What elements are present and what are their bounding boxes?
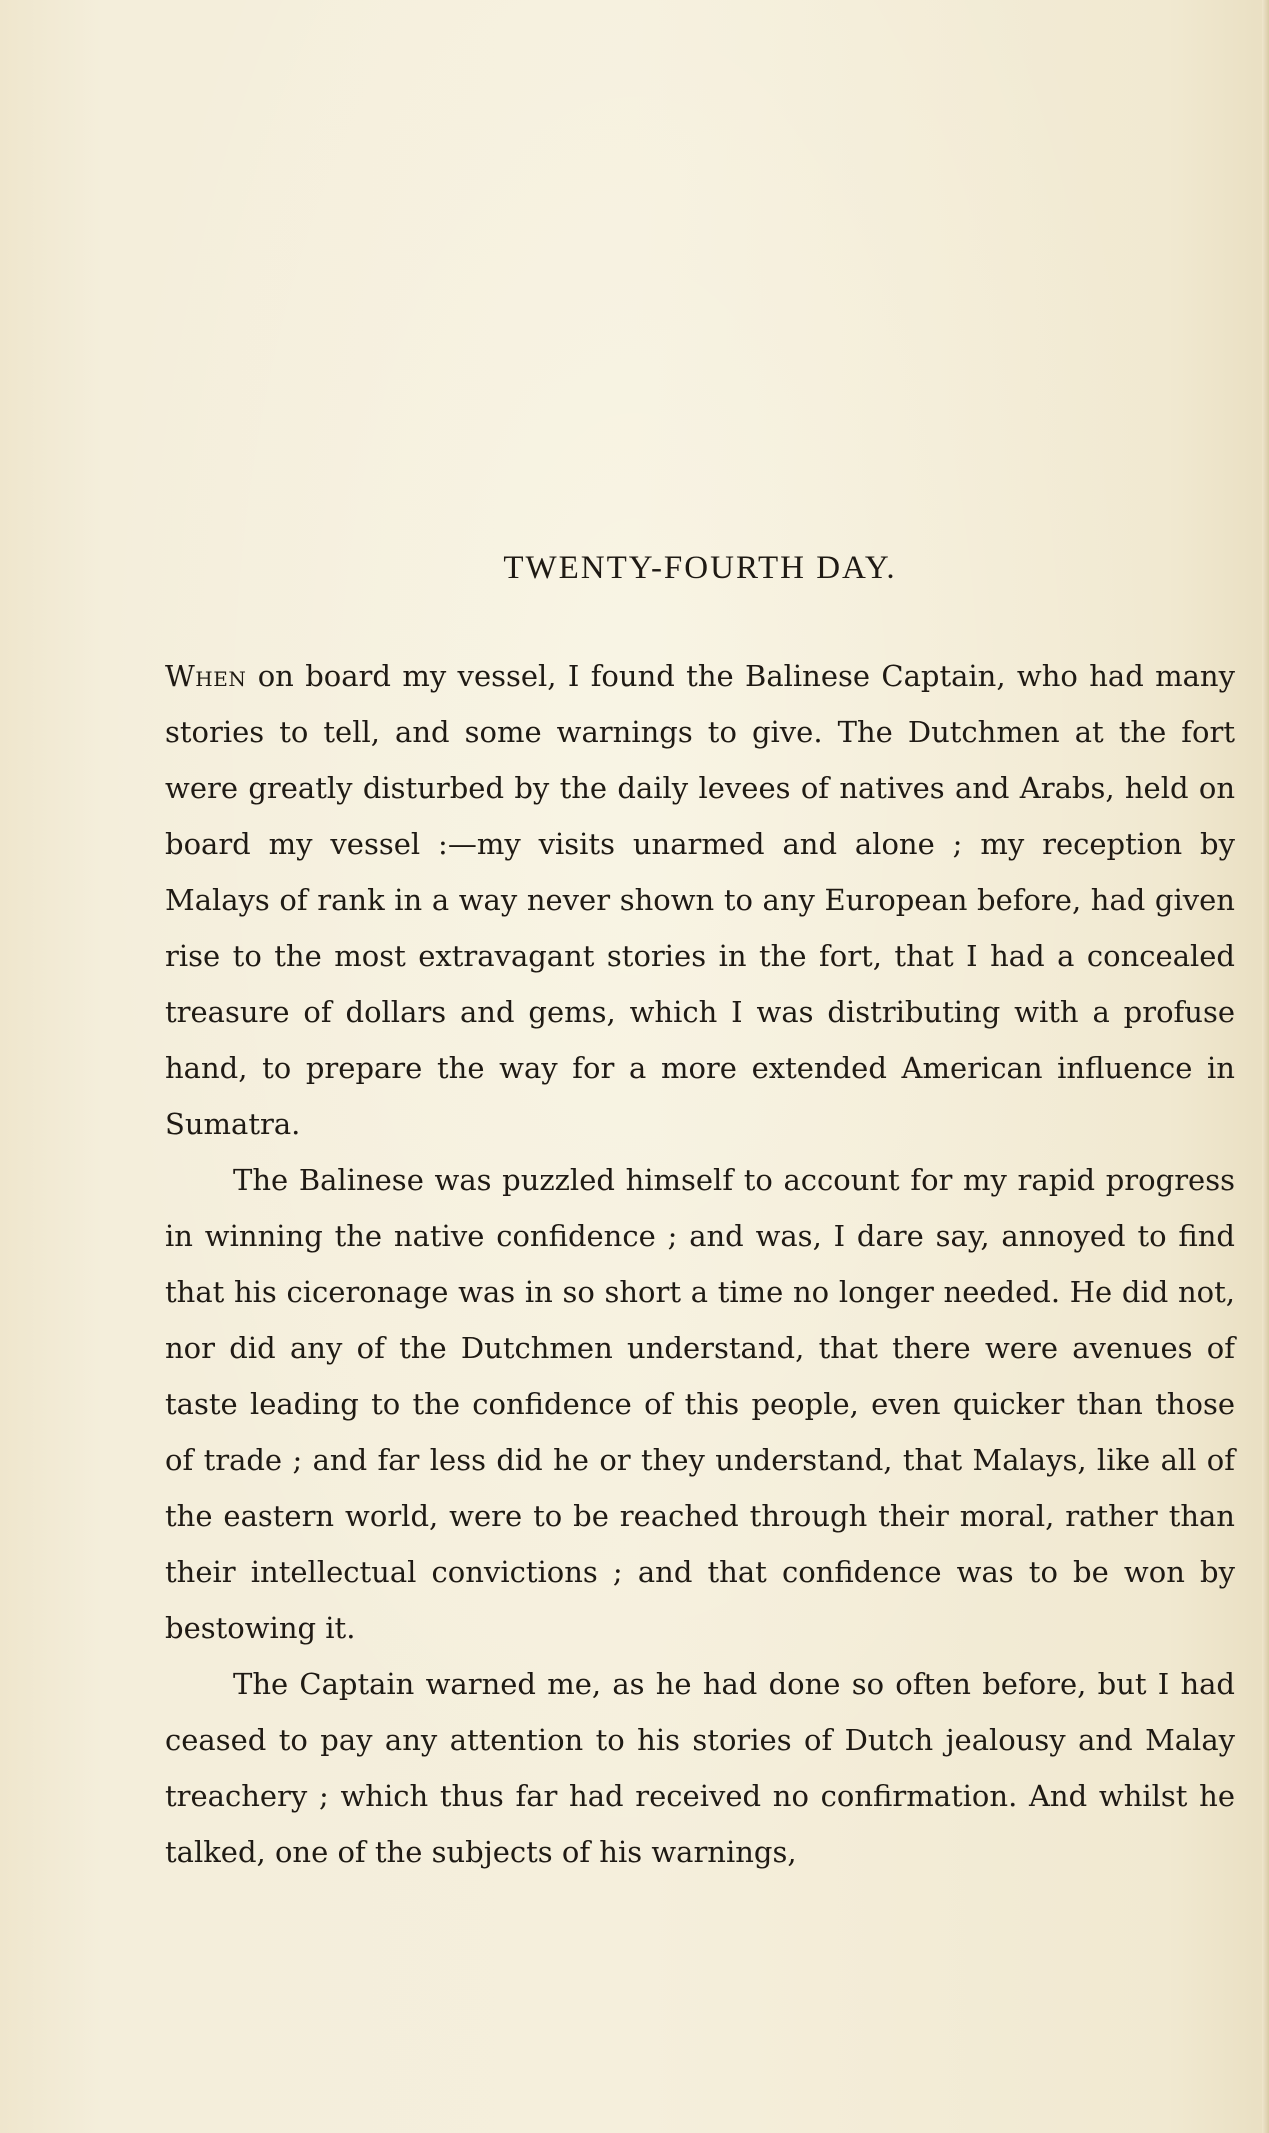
paragraph-lead-in: When [165,659,247,693]
paragraph-3: The Captain warned me, as he had done so often before, but I had ceased to pay any attention to his stories of Dutch jealousy and Malay treachery ; which thus far had received no confirmation. And whilst he talked, one of the subjects of his warnings, [165,1667,1235,1869]
chapter-title: TWENTY-FOURTH DAY. [503,550,897,586]
paragraph-1 [165,648,1235,1152]
paragraph-1-text: on board my vessel, I found the Balinese Captain, who had many stories to tell, and some warnings to give. The Dutchmen at the fort were greatly disturbed by the daily levees of natives and Arabs, held on board my vessel :—my visits unarmed and alone ; my reception by Malays of rank in a way never shown to any European before, had given rise to the most extravagant stories in the fort, that I had a concealed treasure of dollars and gems, which I was distributing with a profuse hand, to prepare the way for a more extended American influence in Sumatra. [165,659,1235,1141]
paragraph-2: The Balinese was puzzled himself to account for my rapid progress in winning the native confidence ; and was, I dare say, annoyed to find that his ciceronage was in so short a time no longer needed. He did not, nor did any of the Dutchmen understand, that there were avenues of taste leading to the confidence of this people, even quicker than those of trade ; and far less did he or they understand, that Malays, like all of the eastern world, were to be reached through their moral, rather than their intellectual convictions ; and that confidence was to be won by bestowing it. [165,1163,1235,1645]
page-edge-shadow [1262,0,1269,2133]
body-text [165,648,1235,1880]
bleed-through-texture [150,120,1150,510]
